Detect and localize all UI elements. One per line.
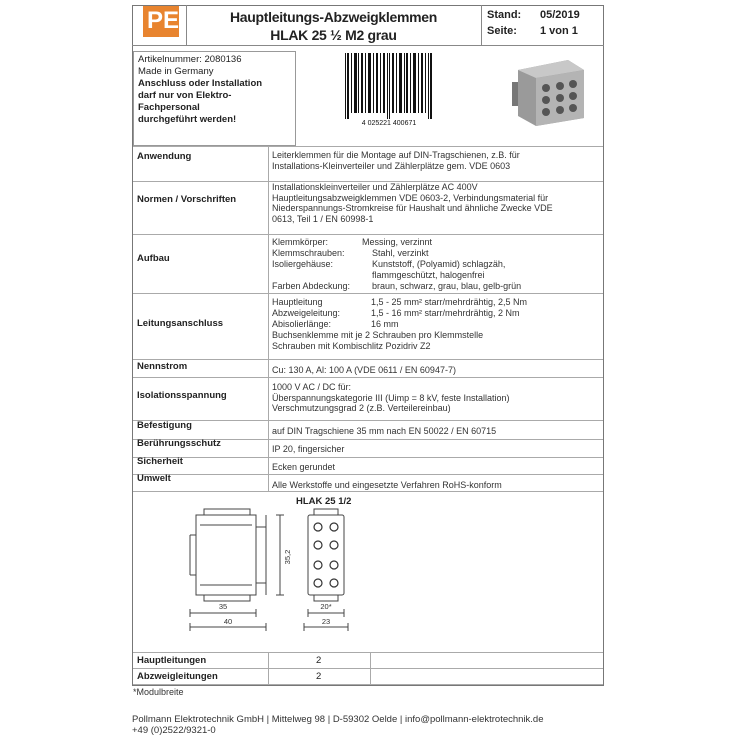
warning-line-1: Anschluss oder Installation bbox=[138, 78, 263, 89]
spec-value-umwelt: Alle Werkstoffe und eingesetzte Verfahren RoHS-konform bbox=[272, 480, 502, 490]
footer-phone: +49 (0)2522/9321-0 bbox=[132, 725, 216, 736]
dim-23: 23 bbox=[321, 617, 331, 626]
spec-label-umwelt: Umwelt bbox=[137, 473, 171, 484]
spec-label-leitung: Leitungsanschluss bbox=[137, 318, 224, 329]
seite-value: 1 von 1 bbox=[540, 25, 578, 37]
row-value-hauptleitungen: 2 bbox=[316, 655, 322, 666]
aufbau-value-isoliergehaeuse: Kunststoff, (Polyamid) schlagzäh, bbox=[372, 259, 506, 269]
spec-label-sicherheit: Sicherheit bbox=[137, 456, 183, 467]
barcode-digits: 4 025221 400671 bbox=[361, 120, 417, 126]
spec-value-beruehrung: IP 20, fingersicher bbox=[272, 444, 345, 454]
leitung-key-abzweig: Abzweigeleitung: bbox=[272, 308, 341, 318]
spec-value-nennstrom: Cu: 130 A, Al: 100 A (VDE 0611 / EN 60947-7) bbox=[272, 365, 456, 375]
seite-label: Seite: bbox=[487, 25, 517, 37]
aufbau-key-farben: Farben Abdeckung: bbox=[272, 281, 351, 291]
aufbau-value-klemmkoerper: Messing, verzinnt bbox=[362, 237, 433, 247]
drawing-title: HLAK 25 1/2 bbox=[296, 496, 352, 507]
front-view-drawing bbox=[290, 505, 370, 640]
leitung-buchsenklemme: Buchsenklemme mit je 2 Schrauben pro Klemmstelle bbox=[272, 330, 484, 340]
spec-value-anwendung: Leiterklemmen für die Montage auf DIN-Tragschienen, z.B. für Installations-Kleinverteiler und Zählerplätze gem. VDE 0603 bbox=[272, 150, 520, 171]
spec-label-isolation: Isolationsspannung bbox=[137, 390, 227, 401]
row-label-hauptleitungen: Hauptleitungen bbox=[137, 655, 207, 666]
warning-line-3: Fachpersonal bbox=[138, 102, 200, 113]
leitung-key-abisolier: Abisolierlänge: bbox=[272, 319, 332, 329]
document-title: Hauptleitungs-Abzweigklemmen bbox=[229, 9, 438, 25]
aufbau-key-isoliergehaeuse: Isoliergehäuse: bbox=[272, 259, 334, 269]
warning-line-2: darf nur von Elektro- bbox=[138, 90, 232, 101]
dim-height: 35,2 bbox=[283, 549, 292, 565]
leitung-value-abisolier: 16 mm bbox=[371, 319, 399, 329]
leitung-value-haupt: 1,5 - 25 mm² starr/mehrdrähtig, 2,5 Nm bbox=[371, 297, 528, 307]
row-label-abzweigleitungen: Abzweigleitungen bbox=[137, 671, 218, 682]
spec-value-befestigung: auf DIN Tragschiene 35 mm nach EN 50022 / EN 60715 bbox=[272, 426, 497, 436]
logo-text: PE bbox=[147, 7, 180, 34]
company-logo bbox=[143, 6, 179, 37]
dim-40: 40 bbox=[223, 617, 233, 626]
spec-value-normen: Installationskleinverteiler und Zählerplätze AC 400V Hauptleitungsabzweigklemmen VDE 0603-2, Verbindungsmaterial für Niederspannungs-Stromkreise für Haushalt und ähnliche Zwecke VDE 0613, Teil 1 / EN 60998-1 bbox=[272, 182, 553, 224]
info-box bbox=[138, 54, 295, 126]
spec-row-sicherheit bbox=[133, 457, 603, 474]
footer-address: Pollmann Elektrotechnik GmbH | Mittelweg 98 | D-59302 Oelde | info@pollmann-elektrotechnik.de bbox=[132, 714, 544, 725]
row-value-abzweigleitungen: 2 bbox=[316, 671, 322, 682]
stand-value: 05/2019 bbox=[540, 9, 580, 21]
spec-label-befestigung: Befestigung bbox=[137, 420, 192, 431]
spec-label-anwendung: Anwendung bbox=[137, 151, 192, 162]
spec-value-sicherheit: Ecken gerundet bbox=[272, 462, 336, 472]
leitung-schrauben: Schrauben mit Kombischlitz Pozidriv Z2 bbox=[272, 341, 431, 351]
barcode bbox=[343, 53, 435, 126]
article-number: Artikelnummer: 2080136 bbox=[138, 54, 242, 65]
aufbau-value-farben: braun, schwarz, grau, blau, gelb-grün bbox=[372, 281, 522, 291]
product-title: HLAK 25 ½ M2 grau bbox=[270, 27, 397, 43]
aufbau-value-isoliergehaeuse-2: flammgeschützt, halogenfrei bbox=[372, 270, 485, 280]
spec-label-beruehrung: Berührungsschutz bbox=[137, 438, 221, 449]
leitung-value-abzweig: 1,5 - 16 mm² starr/mehrdrähtig, 2 Nm bbox=[371, 308, 520, 318]
spec-label-normen: Normen / Vorschriften bbox=[137, 194, 237, 205]
leitung-key-haupt: Hauptleitung bbox=[272, 297, 323, 307]
footnote: *Modulbreite bbox=[133, 687, 184, 697]
aufbau-value-klemmschrauben: Stahl, verzinkt bbox=[372, 248, 429, 258]
made-in: Made in Germany bbox=[138, 66, 214, 77]
dim-20: 20* bbox=[320, 602, 332, 611]
dim-35: 35 bbox=[218, 602, 228, 611]
warning-line-4: durchgeführt werden! bbox=[138, 114, 237, 125]
aufbau-key-klemmkoerper: Klemmkörper: bbox=[272, 237, 329, 247]
aufbau-key-klemmschrauben: Klemmschrauben: bbox=[272, 248, 345, 258]
stand-label: Stand: bbox=[487, 9, 522, 21]
spec-value-isolation: 1000 V AC / DC für: Überspannungskategorie III (Uimp = 8 kV, feste Installation) Verschmutzungsgrad 2 (z.B. Verteilereinbau) bbox=[272, 382, 510, 413]
spec-label-aufbau: Aufbau bbox=[137, 253, 170, 264]
product-image bbox=[510, 56, 592, 128]
spec-label-nennstrom: Nennstrom bbox=[137, 361, 188, 372]
